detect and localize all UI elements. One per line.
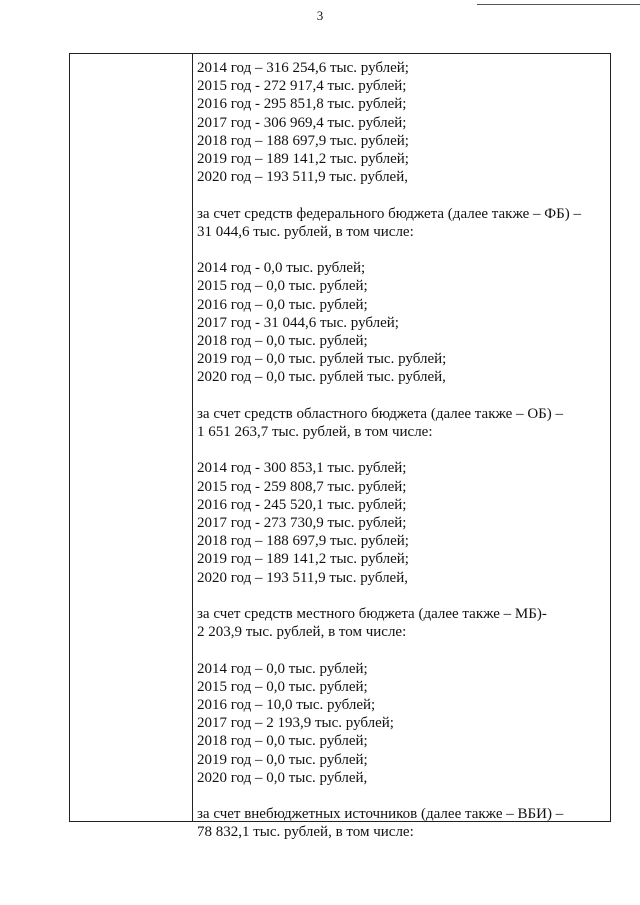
column-divider bbox=[192, 54, 193, 821]
regional-year-2018: 2018 год – 188 697,9 тыс. рублей; bbox=[197, 533, 409, 550]
federal-heading bbox=[197, 205, 607, 241]
total-year-2020: 2020 год – 193 511,9 тыс. рублей, bbox=[197, 169, 408, 186]
federal-year-2018: 2018 год – 0,0 тыс. рублей; bbox=[197, 333, 368, 350]
local-year-2020: 2020 год – 0,0 тыс. рублей, bbox=[197, 769, 368, 786]
local-year-2017: 2017 год – 2 193,9 тыс. рублей; bbox=[197, 715, 394, 732]
regional-year-2016: 2016 год - 245 520,1 тыс. рублей; bbox=[197, 496, 407, 513]
top-rule bbox=[477, 4, 640, 5]
regional-year-list bbox=[197, 459, 607, 586]
local-year-2014: 2014 год – 0,0 тыс. рублей; bbox=[197, 660, 368, 677]
regional-year-2014: 2014 год - 300 853,1 тыс. рублей; bbox=[197, 460, 407, 477]
regional-year-2020: 2020 год – 193 511,9 тыс. рублей, bbox=[197, 569, 408, 586]
federal-year-2016: 2016 год – 0,0 тыс. рублей; bbox=[197, 296, 368, 313]
federal-year-2019: 2019 год – 0,0 тыс. рублей тыс. рублей; bbox=[197, 351, 447, 368]
total-year-2017: 2017 год - 306 969,4 тыс. рублей; bbox=[197, 114, 407, 131]
regional-year-2019: 2019 год – 189 141,2 тыс. рублей; bbox=[197, 551, 409, 568]
local-heading-line2: 2 203,9 тыс. рублей, в том числе: bbox=[197, 624, 407, 641]
total-year-2015: 2015 год - 272 917,4 тыс. рублей; bbox=[197, 78, 407, 95]
local-year-2016: 2016 год – 10,0 тыс. рублей; bbox=[197, 697, 376, 714]
extrabudgetary-heading-line1: за счет внебюджетных источников (далее также – ВБИ) – bbox=[197, 806, 564, 823]
extrabudgetary-heading bbox=[197, 805, 607, 841]
total-year-2019: 2019 год – 189 141,2 тыс. рублей; bbox=[197, 151, 409, 168]
page-number: 3 bbox=[316, 8, 324, 23]
local-year-list bbox=[197, 660, 607, 787]
federal-heading-line2: 31 044,6 тыс. рублей, в том числе: bbox=[197, 223, 414, 240]
regional-heading bbox=[197, 405, 607, 441]
regional-heading-line2: 1 651 263,7 тыс. рублей, в том числе: bbox=[197, 424, 433, 441]
total-by-year-list bbox=[197, 59, 607, 186]
federal-year-2014: 2014 год - 0,0 тыс. рублей; bbox=[197, 260, 366, 277]
federal-year-list bbox=[197, 259, 607, 386]
regional-year-2017: 2017 год - 273 730,9 тыс. рублей; bbox=[197, 515, 407, 532]
extrabudgetary-heading-line2: 78 832,1 тыс. рублей, в том числе: bbox=[197, 824, 414, 841]
federal-year-2020: 2020 год – 0,0 тыс. рублей тыс. рублей, bbox=[197, 369, 446, 386]
total-year-2014: 2014 год – 316 254,6 тыс. рублей; bbox=[197, 60, 409, 76]
local-heading bbox=[197, 605, 607, 641]
total-year-2018: 2018 год – 188 697,9 тыс. рублей; bbox=[197, 132, 409, 149]
local-year-2018: 2018 год – 0,0 тыс. рублей; bbox=[197, 733, 368, 750]
regional-year-2015: 2015 год - 259 808,7 тыс. рублей; bbox=[197, 478, 407, 495]
local-heading-line1: за счет средств местного бюджета (далее также – МБ)- bbox=[197, 606, 547, 623]
local-year-2019: 2019 год – 0,0 тыс. рублей; bbox=[197, 751, 368, 768]
funding-table bbox=[69, 53, 611, 841]
funding-text-cell bbox=[197, 59, 607, 842]
federal-heading-line1: за счет средств федерального бюджета (далее также – ФБ) – bbox=[197, 205, 581, 222]
regional-heading-line1: за счет средств областного бюджета (далее также – ОБ) – bbox=[197, 405, 564, 422]
local-year-2015: 2015 год – 0,0 тыс. рублей; bbox=[197, 678, 368, 695]
federal-year-2017: 2017 год - 31 044,6 тыс. рублей; bbox=[197, 314, 399, 331]
total-year-2016: 2016 год - 295 851,8 тыс. рублей; bbox=[197, 96, 407, 113]
federal-year-2015: 2015 год – 0,0 тыс. рублей; bbox=[197, 278, 368, 295]
